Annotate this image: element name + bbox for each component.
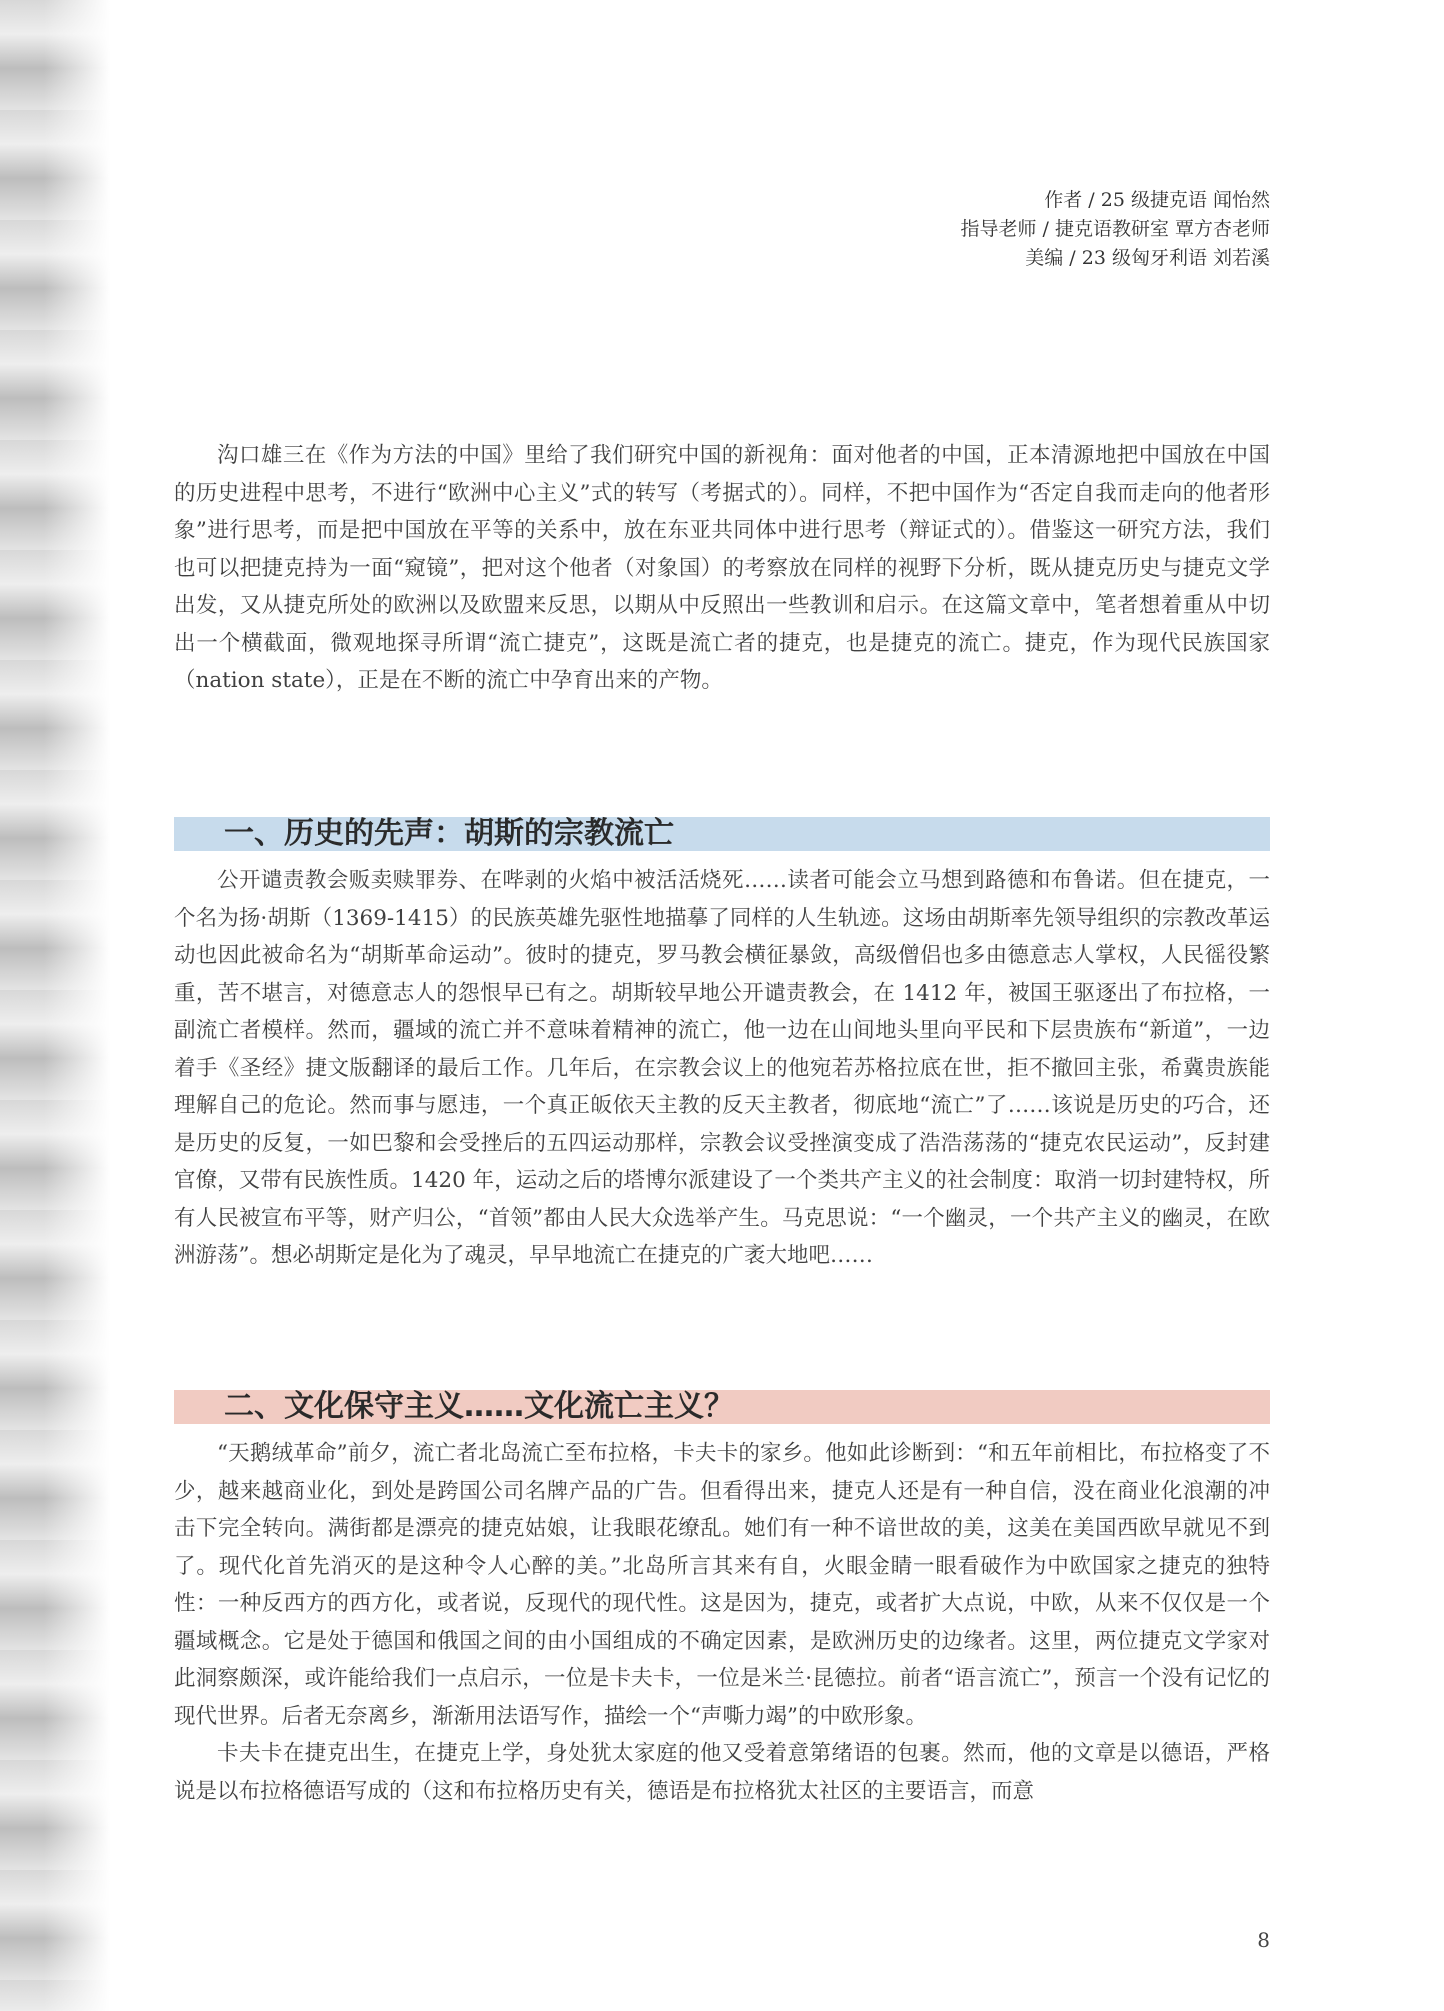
author-credit: 作者 / 25 级捷克语 闻怡然 — [1044, 189, 1270, 211]
section-1-block — [174, 862, 1270, 1275]
section-1-heading: 一、历史的先声：胡斯的宗教流亡 — [174, 817, 1270, 851]
article-credits — [750, 186, 1270, 273]
section-2-block — [174, 1435, 1270, 1810]
decorative-photo-strip — [0, 0, 110, 2011]
section-1-paragraph: 公开谴责教会贩卖赎罪券、在哔剥的火焰中被活活烧死……读者可能会立马想到路德和布鲁诺。但在捷克，一个名为扬·胡斯（1369-1415）的民族英雄先驱性地描摹了同样的人生轨迹。这场由胡斯率先领导组织的宗教改革运动也因此被命名为“胡斯革命运动”。彼时的捷克，罗马教会横征暴敛，高级僧侣也多由德意志人掌权，人民徭役繁重，苦不堪言，对德意志人的怨恨早已有之。胡斯较早地公开谴责教会，在 1412 年，被国王驱逐出了布拉格，一副流亡者模样。然而，疆域的流亡并不意味着精神的流亡，他一边在山间地头里向平民和下层贵族布“新道”，一边着手《圣经》捷文版翻译的最后工作。几年后，在宗教会议上的他宛若苏格拉底在世，拒不撤回主张，希冀贵族能理解自己的危论。然而事与愿违，一个真正皈依天主教的反天主教者，彻底地“流亡”了……该说是历史的巧合，还是历史的反复，一如巴黎和会受挫后的五四运动那样，宗教会议受挫演变成了浩浩荡荡的“捷克农民运动”，反封建官僚，又带有民族性质。1420 年，运动之后的塔博尔派建设了一个类共产主义的社会制度：取消一切封建特权，所有人民被宣布平等，财产归公，“首领”都由人民大众选举产生。马克思说：“一个幽灵，一个共产主义的幽灵，在欧洲游荡”。想必胡斯定是化为了魂灵，早早地流亡在捷克的广袤大地吧…… — [174, 868, 1270, 1268]
intro-paragraph: 沟口雄三在《作为方法的中国》里给了我们研究中国的新视角：面对他者的中国，正本清源地把中国放在中国的历史进程中思考，不进行“欧洲中心主义”式的转写（考据式的）。同样，不把中国作为“否定自我而走向的他者形象”进行思考，而是把中国放在平等的关系中，放在东亚共同体中进行思考（辩证式的）。借鉴这一研究方法，我们也可以把捷克持为一面“窥镜”，把对这个他者（对象国）的考察放在同样的视野下分析，既从捷克历史与捷克文学出发，又从捷克所处的欧洲以及欧盟来反思，以期从中反照出一些教训和启示。在这篇文章中，笔者想着重从中切出一个横截面，微观地探寻所谓“流亡捷克”，这既是流亡者的捷克，也是捷克的流亡。捷克，作为现代民族国家（nation state），正是在不断的流亡中孕育出来的产物。 — [174, 443, 1270, 693]
designer-credit: 美编 / 23 级匈牙利语 刘若溪 — [1025, 247, 1270, 269]
advisor-credit: 指导老师 / 捷克语教研室 覃方杏老师 — [960, 218, 1270, 240]
section-2-paragraph-1: “天鹅绒革命”前夕，流亡者北岛流亡至布拉格，卡夫卡的家乡。他如此诊断到：“和五年前相比，布拉格变了不少，越来越商业化，到处是跨国公司名牌产品的广告。但看得出来，捷克人还是有一种自信，没在商业化浪潮的冲击下完全转向。满街都是漂亮的捷克姑娘，让我眼花缭乱。她们有一种不谙世故的美，这美在美国西欧早就见不到了。现代化首先消灭的是这种令人心醉的美。”北岛所言其来有自，火眼金睛一眼看破作为中欧国家之捷克的独特性：一种反西方的西方化，或者说，反现代的现代性。这是因为，捷克，或者扩大点说，中欧，从来不仅仅是一个疆域概念。它是处于德国和俄国之间的由小国组成的不确定因素，是欧洲历史的边缘者。这里，两位捷克文学家对此洞察颇深，或许能给我们一点启示，一位是卡夫卡，一位是米兰·昆德拉。前者“语言流亡”，预言一个没有记忆的现代世界。后者无奈离乡，渐渐用法语写作，描绘一个“声嘶力竭”的中欧形象。 — [174, 1441, 1270, 1729]
section-2-paragraph-2: 卡夫卡在捷克出生，在捷克上学，身处犹太家庭的他又受着意第绪语的包裹。然而，他的文章是以德语，严格说是以布拉格德语写成的（这和布拉格历史有关，德语是布拉格犹太社区的主要语言，而意 — [174, 1741, 1270, 1804]
intro-block — [174, 437, 1270, 700]
section-2-heading: 二、文化保守主义……文化流亡主义？ — [174, 1390, 1270, 1424]
page-number: 8 — [1257, 1928, 1270, 1952]
